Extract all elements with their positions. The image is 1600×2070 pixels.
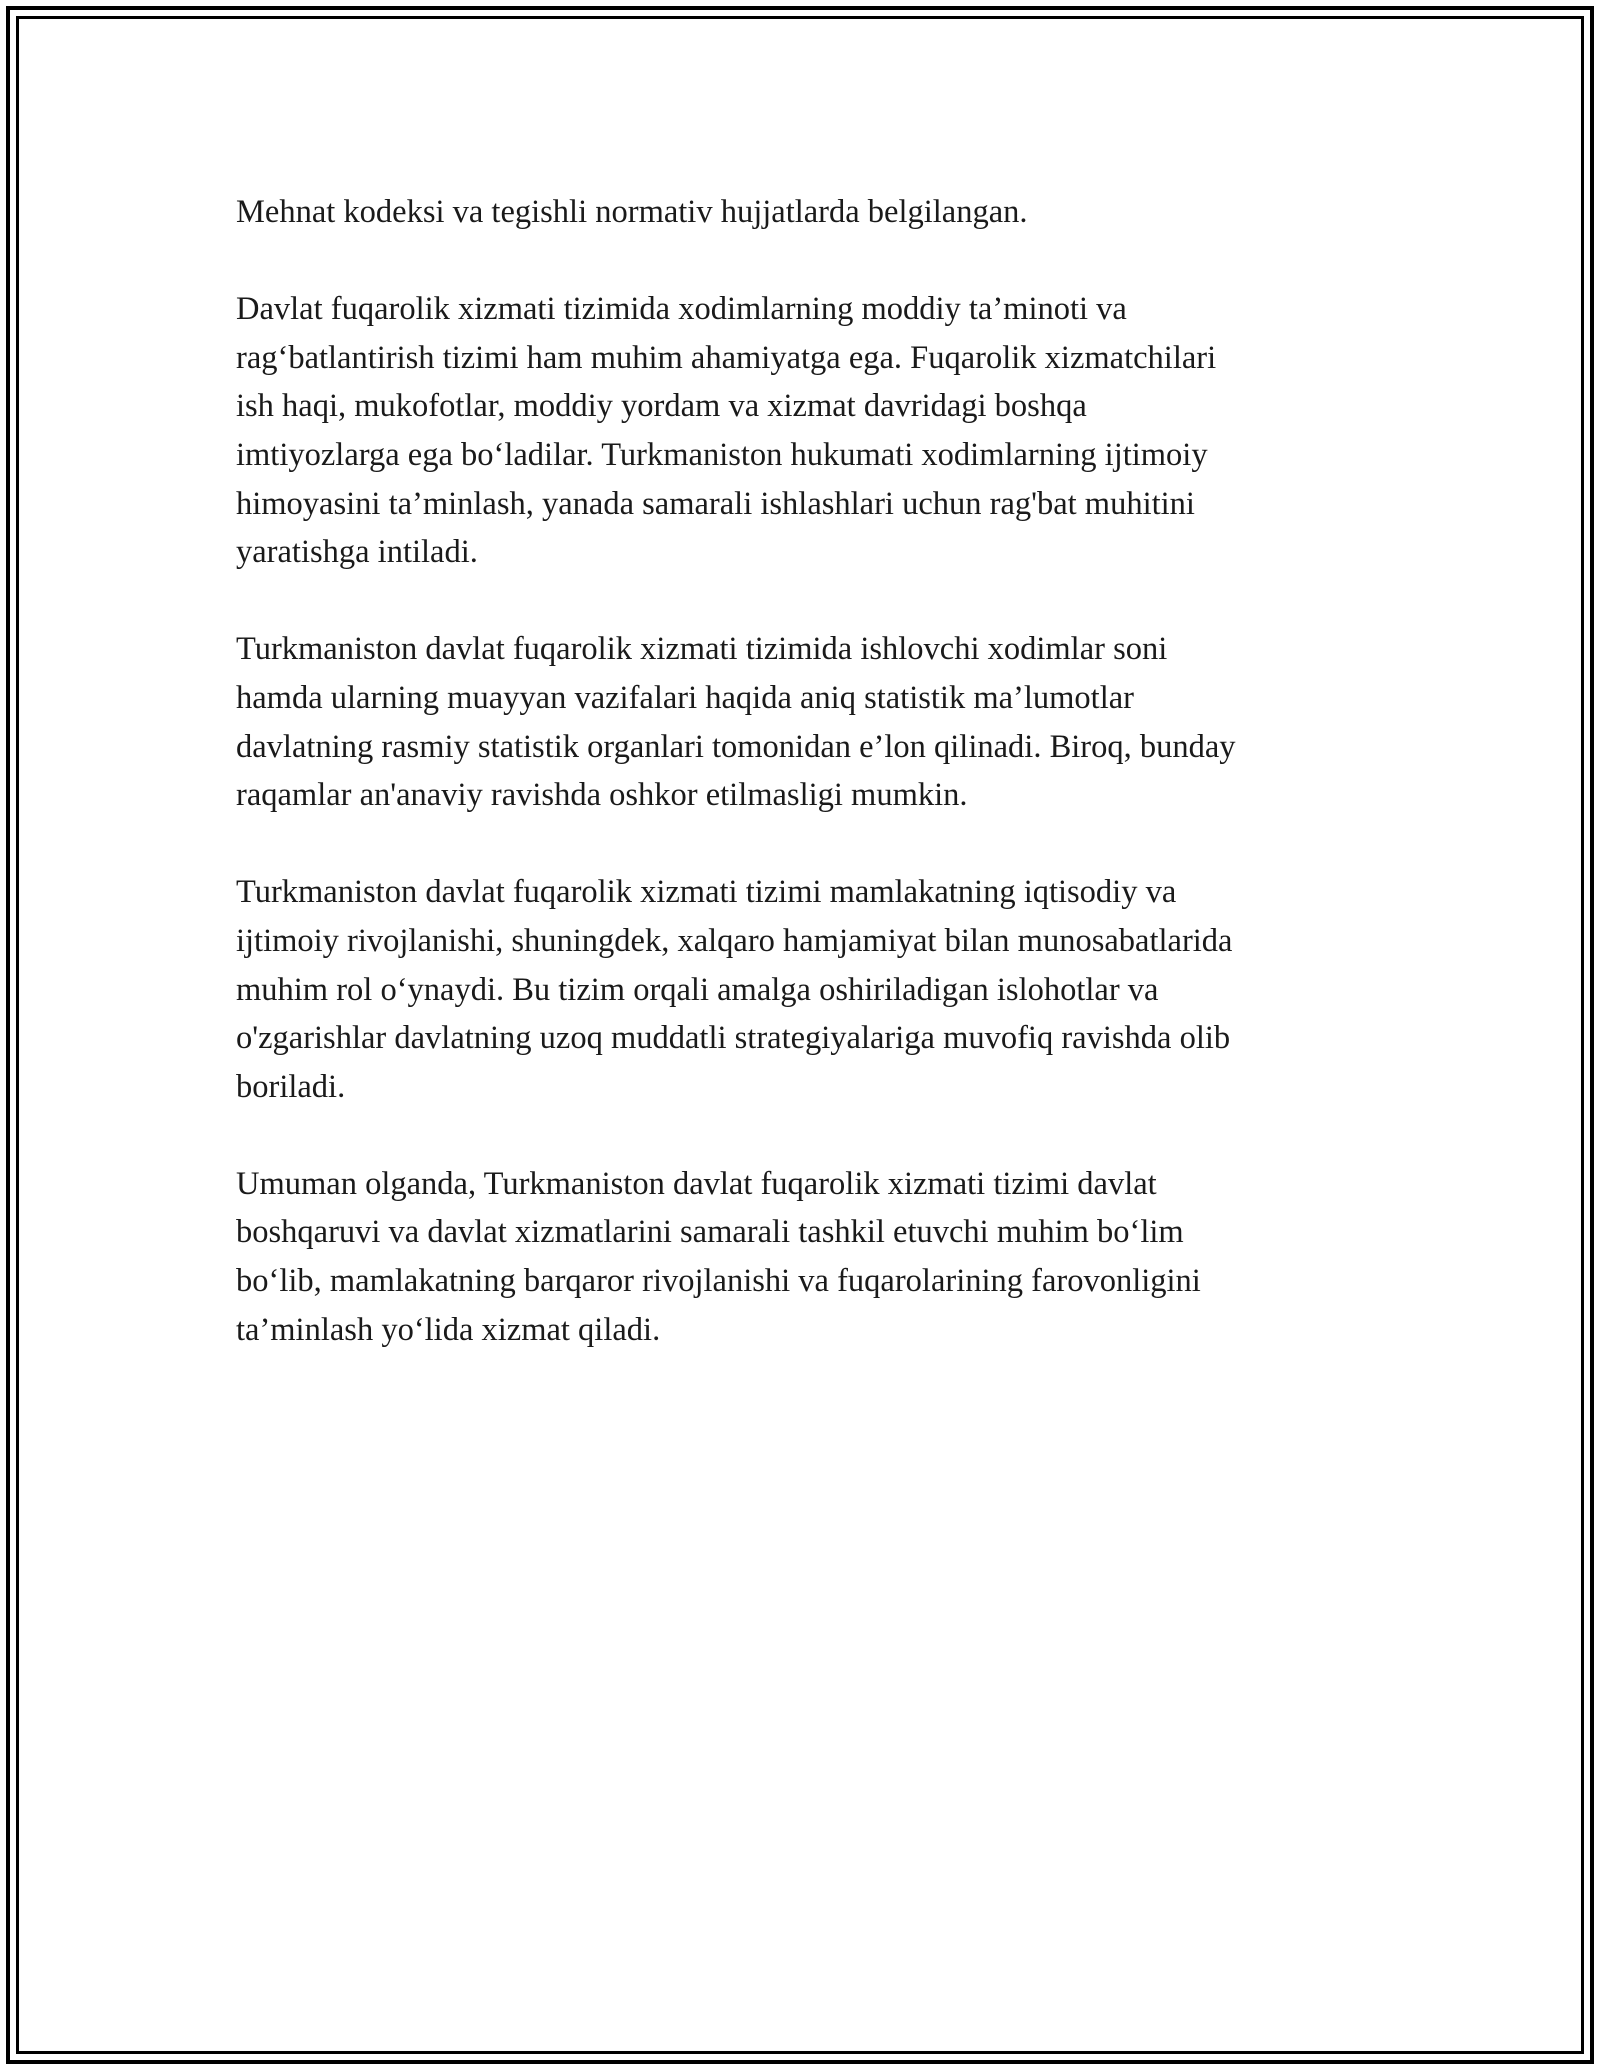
text-line: o'zgarishlar davlatning uzoq muddatli strategiyalariga muvofiq ravishda olib [236, 1020, 1231, 1057]
text-line: Turkmaniston davlat fuqarolik xizmati tizimida ishlovchi xodimlar soni [236, 631, 1168, 668]
text-line: Umuman olganda, Turkmaniston davlat fuqarolik xizmati tizimi davlat [236, 1165, 1157, 1202]
paragraph-1 [236, 188, 1386, 237]
text-line: ijtimoiy rivojlanishi, shuningdek, xalqaro hamjamiyat bilan munosabatlarida [236, 922, 1233, 959]
text-line: ta’minlash yo‘lida xizmat qiladi. [236, 1311, 661, 1348]
paragraph-4 [236, 868, 1386, 1111]
text-line: raqamlar an'anaviy ravishda oshkor etilmasligi mumkin. [236, 777, 968, 814]
document-body [236, 188, 1386, 1403]
text-line: ish haqi, mukofotlar, moddiy yordam va xizmat davridagi boshqa [236, 388, 1087, 425]
text-line: boriladi. [236, 1068, 346, 1105]
text-line: Davlat fuqarolik xizmati tizimida xodimlarning moddiy ta’minoti va [236, 291, 1127, 328]
text-line: boshqaruvi va davlat xizmatlarini samarali tashkil etuvchi muhim bo‘lim [236, 1214, 1184, 1251]
paragraph-5 [236, 1160, 1386, 1354]
text-line: bo‘lib, mamlakatning barqaror rivojlanishi va fuqarolarining farovonligini [236, 1263, 1201, 1300]
text-line: Turkmaniston davlat fuqarolik xizmati tizimi mamlakatning iqtisodiy va [236, 874, 1177, 911]
text-line: yaratishga intiladi. [236, 534, 478, 571]
text-line: rag‘batlantirish tizimi ham muhim ahamiyatga ega. Fuqarolik xizmatchilari [236, 339, 1217, 376]
text-line: muhim rol o‘ynaydi. Bu tizim orqali amalga oshiriladigan islohotlar va [236, 971, 1159, 1008]
text-line: hamda ularning muayyan vazifalari haqida aniq statistik ma’lumotlar [236, 679, 1134, 716]
text-line: himoyasini ta’minlash, yanada samarali ishlashlari uchun rag'bat muhitini [236, 485, 1195, 522]
text-line: davlatning rasmiy statistik organlari tomonidan e’lon qilinadi. Biroq, bunday [236, 728, 1236, 765]
text-line: Mehnat kodeksi va tegishli normativ hujjatlarda belgilangan. [236, 194, 1028, 230]
paragraph-3 [236, 625, 1386, 819]
text-line: imtiyozlarga ega bo‘ladilar. Turkmaniston hukumati xodimlarning ijtimoiy [236, 436, 1208, 473]
paragraph-2 [236, 285, 1386, 577]
